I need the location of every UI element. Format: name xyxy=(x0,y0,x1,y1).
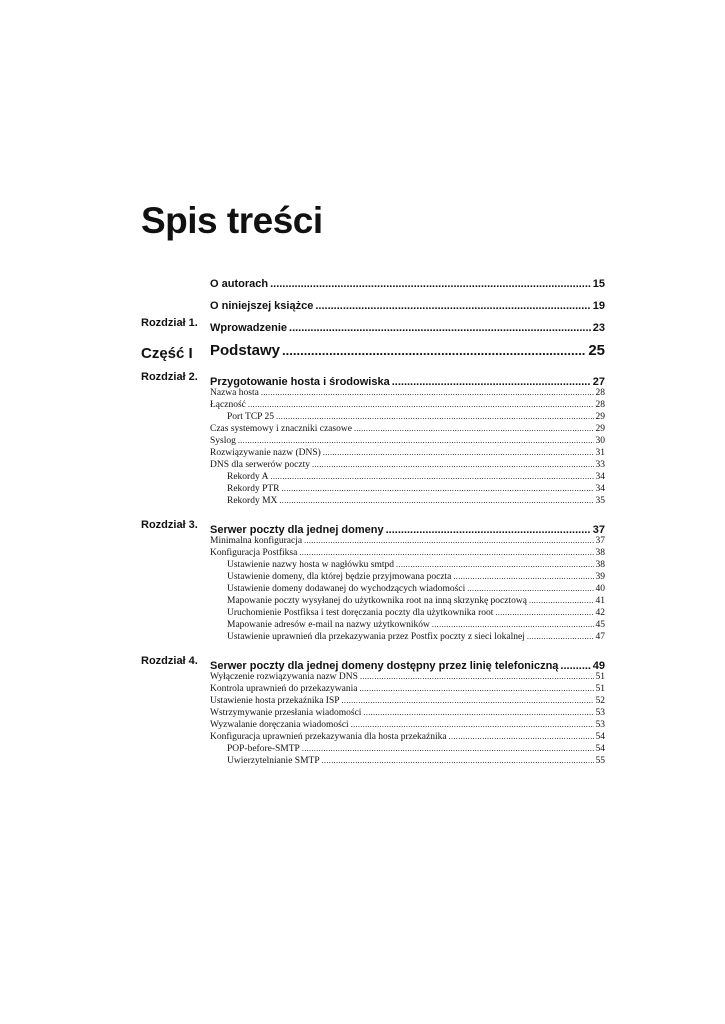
dot-leader xyxy=(529,596,594,605)
toc-entry[interactable] xyxy=(210,596,605,608)
dot-leader xyxy=(527,632,594,641)
toc-entry[interactable] xyxy=(210,496,605,508)
dot-leader xyxy=(261,388,594,397)
chapter-title: Serwer poczty dla jednej domeny dostępny przez linię telefoniczną xyxy=(210,660,559,672)
toc-entry[interactable] xyxy=(210,560,605,572)
page-number: 53 xyxy=(595,708,605,718)
toc-entry-about-authors[interactable] xyxy=(210,268,605,290)
entry-title: Wyzwalanie doręczania wiadomości xyxy=(210,720,349,730)
page-number: 19 xyxy=(592,300,605,312)
toc-entry[interactable] xyxy=(210,548,605,560)
toc-entry[interactable] xyxy=(210,436,605,448)
page-number: 54 xyxy=(595,744,605,754)
dot-leader xyxy=(315,300,590,312)
toc-entry[interactable] xyxy=(210,412,605,424)
dot-leader xyxy=(359,684,593,693)
page-number: 39 xyxy=(595,572,605,582)
dot-leader xyxy=(495,608,593,617)
page-number: 34 xyxy=(595,484,605,494)
page-number: 49 xyxy=(592,660,605,672)
dot-leader xyxy=(396,560,593,569)
entry-title: DNS dla serwerów poczty xyxy=(210,460,310,470)
dot-leader xyxy=(238,436,594,445)
page-number: 23 xyxy=(592,322,605,334)
page-number: 40 xyxy=(595,584,605,594)
chapter-label: Rozdział 1. xyxy=(141,317,198,329)
chapter-heading[interactable] xyxy=(210,366,605,388)
dot-leader xyxy=(363,708,593,717)
toc-entry[interactable] xyxy=(210,608,605,620)
page-number: 52 xyxy=(595,696,605,706)
page-number: 51 xyxy=(595,672,605,682)
entry-title: Konfiguracja uprawnień przekazywania dla hosta przekaźnika xyxy=(210,732,447,742)
chapter-heading[interactable] xyxy=(210,514,605,536)
entry-title: Mapowanie poczty wysyłanej do użytkownika root na inną skrzynkę pocztową xyxy=(227,596,527,606)
dot-leader xyxy=(276,412,594,421)
dot-leader xyxy=(323,448,594,457)
page-number: 35 xyxy=(595,496,605,506)
page-number: 42 xyxy=(595,608,605,618)
chapter-heading[interactable] xyxy=(210,312,605,334)
part-1 xyxy=(141,342,605,366)
page-number: 38 xyxy=(595,548,605,558)
entry-title: Uwierzytelnianie SMTP xyxy=(227,756,320,766)
dot-leader xyxy=(392,376,591,388)
dot-leader xyxy=(248,400,594,409)
table-of-contents xyxy=(141,268,605,768)
dot-leader xyxy=(282,343,586,358)
page-number: 38 xyxy=(595,560,605,570)
entry-title: O autorach xyxy=(210,278,269,290)
page-number: 28 xyxy=(595,388,605,398)
toc-entry[interactable] xyxy=(210,448,605,460)
dot-leader xyxy=(351,720,594,729)
page-number: 29 xyxy=(595,424,605,434)
toc-entry[interactable] xyxy=(210,696,605,708)
chapter-label: Rozdział 2. xyxy=(141,371,198,383)
entry-title: Ustawienie nazwy hosta w nagłówku smtpd xyxy=(227,560,395,570)
page-number: 45 xyxy=(595,620,605,630)
entry-title: Rekordy PTR xyxy=(227,484,280,494)
toc-entry[interactable] xyxy=(210,620,605,632)
page-number: 25 xyxy=(588,342,605,359)
dot-leader xyxy=(560,660,590,672)
entry-title: Nazwa hosta xyxy=(210,388,259,398)
toc-entry[interactable] xyxy=(210,744,605,756)
toc-entry[interactable] xyxy=(210,708,605,720)
entry-title: Minimalna konfiguracja xyxy=(210,536,303,546)
entry-title: Ustawienie uprawnień dla przekazywania przez Postfix poczty z sieci lokalnej xyxy=(227,632,525,642)
part-label: Część I xyxy=(141,345,193,362)
entry-title: Ustawienie domeny, dla której będzie przyjmowana poczta xyxy=(227,572,452,582)
dot-leader xyxy=(322,756,594,765)
toc-entry[interactable] xyxy=(210,572,605,584)
page-number: 53 xyxy=(595,720,605,730)
dot-leader xyxy=(304,536,593,545)
page-number: 41 xyxy=(595,596,605,606)
dot-leader xyxy=(289,322,591,334)
page-number: 27 xyxy=(592,376,605,388)
entry-title: Kontrola uprawnień do przekazywania xyxy=(210,684,358,694)
entry-title: Wyłączenie rozwiązywania nazw DNS xyxy=(210,672,358,682)
dot-leader xyxy=(312,460,594,469)
chapter-1 xyxy=(141,312,605,334)
page-number: 51 xyxy=(595,684,605,694)
entry-title: Rozwiązywanie nazw (DNS) xyxy=(210,448,321,458)
entry-title: Port TCP 25 xyxy=(227,412,274,422)
dot-leader xyxy=(279,496,593,505)
chapter-title: Wprowadzenie xyxy=(210,322,288,334)
entry-title: Czas systemowy i znaczniki czasowe xyxy=(210,424,352,434)
entry-title: Ustawienie domeny dodawanej do wychodzących wiadomości xyxy=(227,584,466,594)
page-number: 30 xyxy=(595,436,605,446)
entry-title: Rekordy MX xyxy=(227,496,278,506)
dot-leader xyxy=(302,744,594,753)
toc-entry[interactable] xyxy=(210,632,605,644)
page-number: 55 xyxy=(595,756,605,766)
front-matter xyxy=(141,268,605,312)
page-number: 47 xyxy=(595,632,605,642)
dot-leader xyxy=(342,696,594,705)
chapter-entries xyxy=(210,536,605,644)
entry-title: Wstrzymywanie przesłania wiadomości xyxy=(210,708,362,718)
toc-entry[interactable] xyxy=(210,732,605,744)
dot-leader xyxy=(449,732,594,741)
toc-entry[interactable] xyxy=(210,424,605,436)
page-number: 37 xyxy=(595,536,605,546)
dot-leader xyxy=(354,424,594,433)
dot-leader xyxy=(299,548,593,557)
chapter-entries xyxy=(210,388,605,508)
page-number: 34 xyxy=(595,472,605,482)
chapter-2 xyxy=(141,366,605,508)
page-number: 33 xyxy=(595,460,605,470)
toc-entry-about-book[interactable] xyxy=(210,290,605,312)
page-number: 15 xyxy=(592,278,605,290)
chapter-title: Serwer poczty dla jednej domeny xyxy=(210,524,384,536)
entry-title: Uruchomienie Postfiksa i test doręczania poczty dla użytkownika root xyxy=(227,608,494,618)
entry-title: Mapowanie adresów e-mail na nazwy użytkowników xyxy=(227,620,430,630)
page-number: 31 xyxy=(595,448,605,458)
dot-leader xyxy=(270,278,591,290)
chapter-3 xyxy=(141,514,605,644)
entry-title: POP-before-SMTP xyxy=(227,744,300,754)
part-title: Podstawy xyxy=(210,342,281,359)
dot-leader xyxy=(432,620,594,629)
dot-leader xyxy=(467,584,593,593)
entry-title: Łączność xyxy=(210,400,246,410)
entry-title: O niniejszej książce xyxy=(210,300,314,312)
chapter-heading[interactable] xyxy=(210,650,605,672)
chapter-4 xyxy=(141,650,605,768)
dot-leader xyxy=(453,572,593,581)
dot-leader xyxy=(270,472,593,481)
dot-leader xyxy=(386,524,591,536)
toc-entry[interactable] xyxy=(210,684,605,696)
chapter-label: Rozdział 3. xyxy=(141,519,198,531)
page-title: Spis treści xyxy=(141,200,323,241)
toc-entry[interactable] xyxy=(210,536,605,548)
chapter-label: Rozdział 4. xyxy=(141,655,198,667)
entry-title: Syslog xyxy=(210,436,236,446)
entry-title: Rekordy A xyxy=(227,472,269,482)
dot-leader xyxy=(282,484,594,493)
page-number: 29 xyxy=(595,412,605,422)
entry-title: Konfiguracja Postfiksa xyxy=(210,548,298,558)
page-number: 37 xyxy=(592,524,605,536)
toc-entry[interactable] xyxy=(210,672,605,684)
dot-leader xyxy=(360,672,594,681)
toc-entry[interactable] xyxy=(210,460,605,472)
page-number: 54 xyxy=(595,732,605,742)
chapter-entries xyxy=(210,672,605,768)
toc-entry[interactable] xyxy=(210,584,605,596)
toc-entry[interactable] xyxy=(210,400,605,412)
toc-entry[interactable] xyxy=(210,472,605,484)
toc-entry[interactable] xyxy=(210,484,605,496)
page-number: 28 xyxy=(595,400,605,410)
toc-entry[interactable] xyxy=(210,388,605,400)
part-heading[interactable] xyxy=(210,342,605,366)
toc-entry[interactable] xyxy=(210,756,605,768)
chapter-title: Przygotowanie hosta i środowiska xyxy=(210,376,390,388)
toc-entry[interactable] xyxy=(210,720,605,732)
entry-title: Ustawienie hosta przekaźnika ISP xyxy=(210,696,340,706)
